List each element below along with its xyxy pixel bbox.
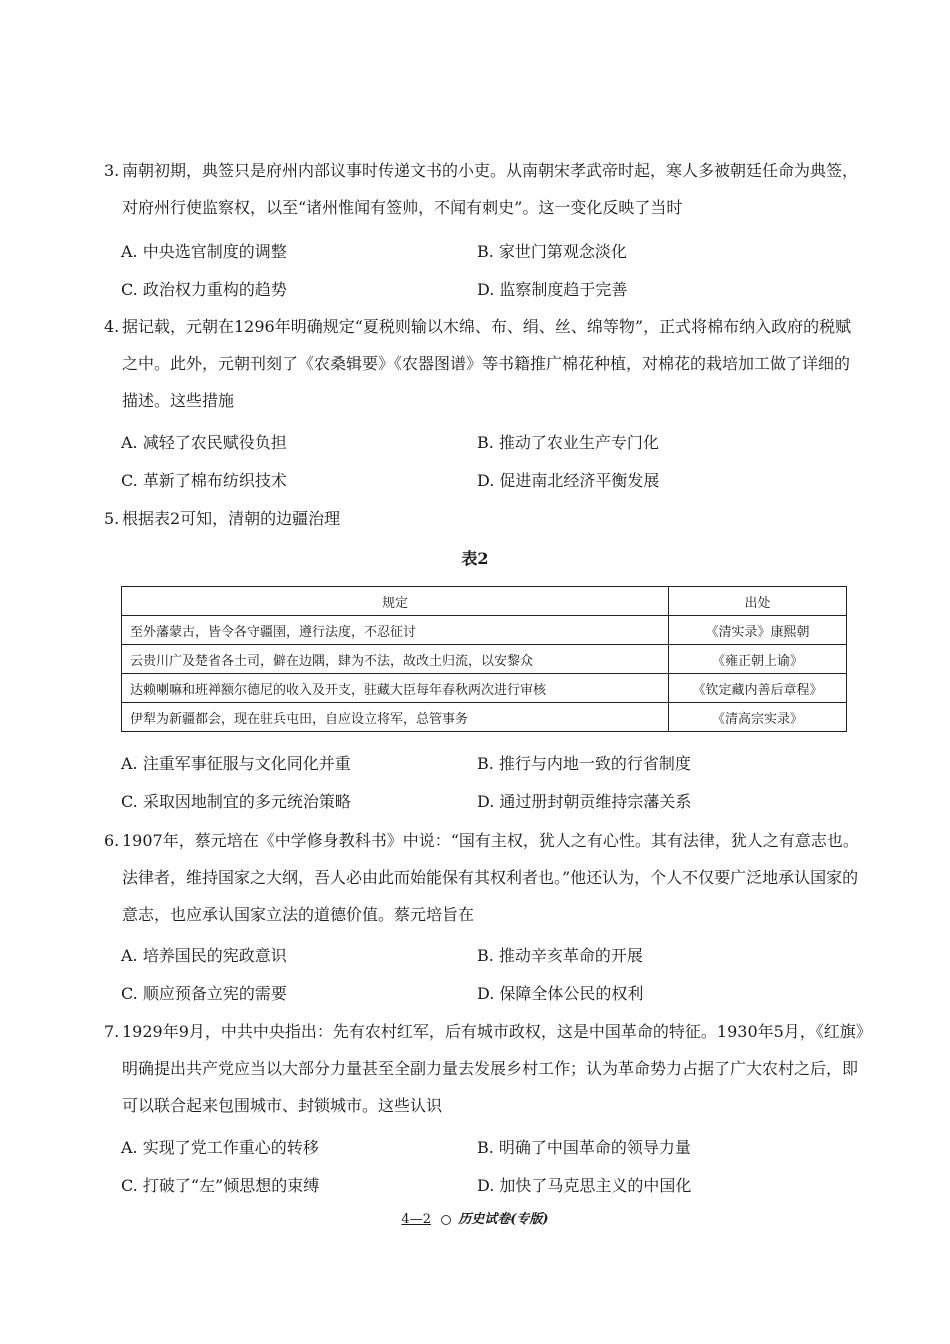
column-header: 出处 xyxy=(669,587,847,616)
table-cell: 至外藩蒙古，皆令各守疆圉，遵行法度，不忍征讨 xyxy=(122,616,669,645)
question-stem: 1929年9月，中共中央指出：先有农村红军，后有城市政权，这是中国革命的特征。1930年5月，《红旗》明确提出共产党应当以大部分力量甚至全副力量去发展乡村工作；认为革命势力占据了广大农村之后，即可以联合起来包围城市、封锁城市。这些认识 xyxy=(122,1022,864,1115)
option-d: D. 加快了马克思主义的中国化 xyxy=(477,1176,692,1195)
option-a: A. 培养国民的宪政意识 xyxy=(121,946,287,965)
question-5 xyxy=(104,500,864,537)
table-row xyxy=(122,645,847,674)
question-number: 6. xyxy=(104,831,120,850)
question-stem: 据记载，元朝在1296年明确规定“夏税则输以木绵、布、绢、丝、绵等物”，正式将棉布纳入政府的税赋之中。此外，元朝刊刻了《农桑辑要》《农器图谱》等书籍推广棉花种植，对棉花的栽培加工做了详细的描述。这些措施 xyxy=(122,317,852,410)
question-number: 3. xyxy=(104,161,120,180)
exam-subject: 历史试卷(专版) xyxy=(458,1212,549,1227)
table-cell: 《雍正朝上谕》 xyxy=(669,645,847,674)
question-stem: 根据表2可知，清朝的边疆治理 xyxy=(122,509,341,528)
option-d: D. 促进南北经济平衡发展 xyxy=(477,471,660,490)
option-b: B. 推动了农业生产专门化 xyxy=(477,433,659,452)
table-header-row xyxy=(122,587,847,616)
option-a: A. 实现了党工作重心的转移 xyxy=(121,1138,319,1157)
table-cell: 《清实录》康熙朝 xyxy=(669,616,847,645)
question-4 xyxy=(104,308,864,419)
option-a: A. 中央选官制度的调整 xyxy=(121,242,287,261)
option-b: B. 家世门第观念淡化 xyxy=(477,242,627,261)
option-c: C. 革新了棉布纺织技术 xyxy=(121,471,287,490)
table-cell: 《清高宗实录》 xyxy=(669,703,847,732)
question-6 xyxy=(104,822,864,933)
page-footer xyxy=(0,1208,950,1227)
option-c: C. 打破了“左”倾思想的束缚 xyxy=(121,1176,320,1195)
table-row xyxy=(122,616,847,645)
column-header: 规定 xyxy=(122,587,669,616)
publisher-logo-icon xyxy=(441,1215,451,1225)
question-number: 5. xyxy=(104,509,120,528)
table-caption: 表2 xyxy=(461,549,489,568)
table-cell: 《钦定藏内善后章程》 xyxy=(669,674,847,703)
option-c: C. 政治权力重构的趋势 xyxy=(121,280,287,299)
option-d: D. 保障全体公民的权利 xyxy=(477,984,644,1003)
option-a: A. 减轻了农民赋役负担 xyxy=(121,433,287,452)
option-b: B. 明确了中国革命的领导力量 xyxy=(477,1138,691,1157)
option-c: C. 采取因地制宜的多元统治策略 xyxy=(121,792,351,811)
table-row xyxy=(122,703,847,732)
question-3 xyxy=(104,152,864,226)
regulation-table xyxy=(121,586,847,732)
table-row xyxy=(122,674,847,703)
option-b: B. 推行与内地一致的行省制度 xyxy=(477,754,691,773)
option-c: C. 顺应预备立宪的需要 xyxy=(121,984,287,1003)
table-cell: 云贵川广及楚省各土司，僻在边隅，肆为不法，故改土归流，以安黎众 xyxy=(122,645,669,674)
question-number: 4. xyxy=(104,317,120,336)
question-stem: 南朝初期，典签只是府州内部议事时传递文书的小吏。从南朝宋孝武帝时起，寒人多被朝廷任命为典签，对府州行使监察权，以至“诸州惟闻有签帅，不闻有刺史”。这一变化反映了当时 xyxy=(122,161,859,217)
table-cell: 伊犁为新疆都会，现在驻兵屯田，自应设立将军，总管事务 xyxy=(122,703,669,732)
option-b: B. 推动辛亥革命的开展 xyxy=(477,946,643,965)
question-7 xyxy=(104,1013,864,1124)
option-d: D. 通过册封朝贡维持宗藩关系 xyxy=(477,792,692,811)
option-d: D. 监察制度趋于完善 xyxy=(477,280,628,299)
option-a: A. 注重军事征服与文化同化并重 xyxy=(121,754,351,773)
question-stem: 1907年，蔡元培在《中学修身教科书》中说：“国有主权，犹人之有心性。其有法律，犹人之有意志也。法律者，维持国家之大纲，吾人必由此而始能保有其权利者也。”他还认为，个人不仅要广泛地承认国家的意志，也应承认国家立法的道德价值。蔡元培旨在 xyxy=(122,831,859,924)
table-cell: 达赖喇嘛和班禅额尔德尼的收入及开支，驻藏大臣每年春秋两次进行审核 xyxy=(122,674,669,703)
page-number: 4—2 xyxy=(401,1212,431,1227)
question-number: 7. xyxy=(104,1022,120,1041)
